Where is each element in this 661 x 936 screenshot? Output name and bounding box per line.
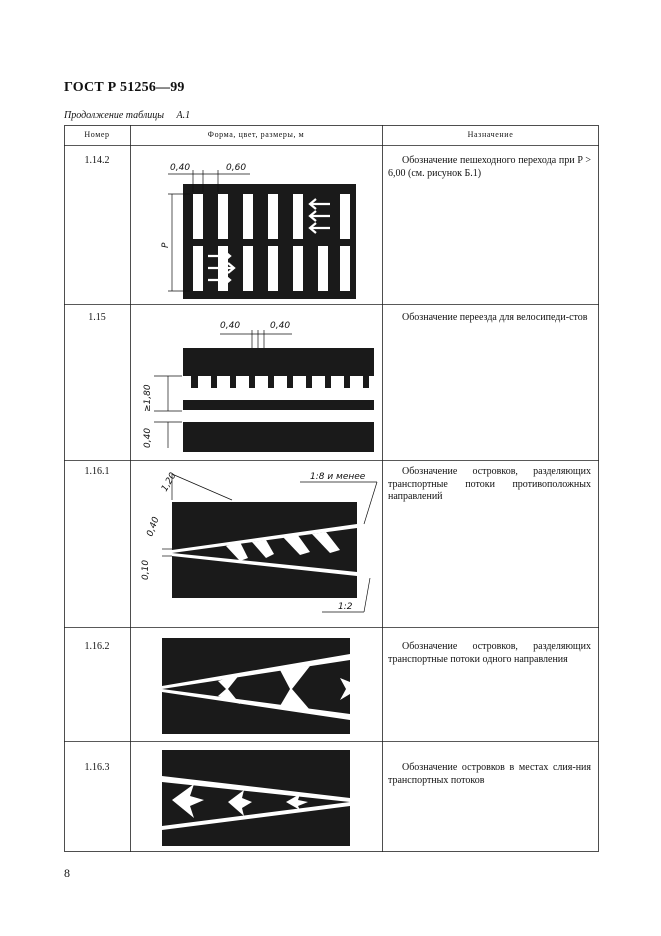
- ratio-bottom-label: 1:2: [338, 602, 353, 612]
- document-header: ГОСТ Р 51256—99: [64, 80, 185, 95]
- row-purpose: Обозначение островков, разделяющих транспортные потоки противоположных направлений: [388, 466, 591, 502]
- dim-gap-label: 0,60: [226, 163, 247, 173]
- table-reference: А.1: [176, 110, 191, 121]
- dim-gap-label: 0,10: [141, 559, 151, 580]
- row-number: 1.15: [88, 312, 106, 323]
- figure-pedestrian-crossing: [132, 152, 380, 304]
- dim-width-label: 0,40: [220, 321, 241, 331]
- figure-island-merging: [132, 748, 380, 848]
- dim-distance-label: ≥1,80: [143, 384, 153, 412]
- figure-bicycle-crossing: [132, 308, 380, 458]
- row-number: 1.16.2: [84, 641, 110, 652]
- dim-width-label: 0,40: [170, 163, 191, 173]
- row-number: 1.16.1: [84, 466, 110, 477]
- page-number: 8: [64, 866, 70, 880]
- ratio-top-label: 1:8 и менее: [310, 472, 366, 482]
- dim-band-label: 0,40: [143, 427, 153, 448]
- row-number: 1.16.3: [84, 762, 110, 773]
- figure-island-opposite: [132, 462, 380, 622]
- dim-gap-label: 0,40: [270, 321, 291, 331]
- table-continuation: [64, 110, 190, 121]
- row-purpose: Обозначение островков в местах слия-ния транспортных потоков: [388, 762, 591, 786]
- column-header-form: Форма, цвет, размеры, м: [207, 130, 305, 139]
- row-number: 1.14.2: [84, 155, 110, 166]
- column-header-number: Номер: [84, 130, 110, 139]
- row-purpose: Обозначение пешеходного перехода при P > 6,00 (см. рисунок Б.1): [388, 155, 591, 179]
- row-purpose: Обозначение островков, разделяющих транспортные потоки одного направления: [388, 641, 591, 665]
- column-header-purpose: Назначение: [467, 130, 514, 139]
- dim-line-label: 0,40: [145, 515, 162, 539]
- row-purpose: Обозначение переезда для велосипеди-стов: [402, 312, 588, 323]
- dim-p-label: P: [161, 242, 171, 248]
- continuation-label: Продолжение таблицы: [64, 110, 165, 121]
- figure-island-same-direction: [132, 630, 380, 738]
- dim-width-label: 1,20: [159, 471, 179, 494]
